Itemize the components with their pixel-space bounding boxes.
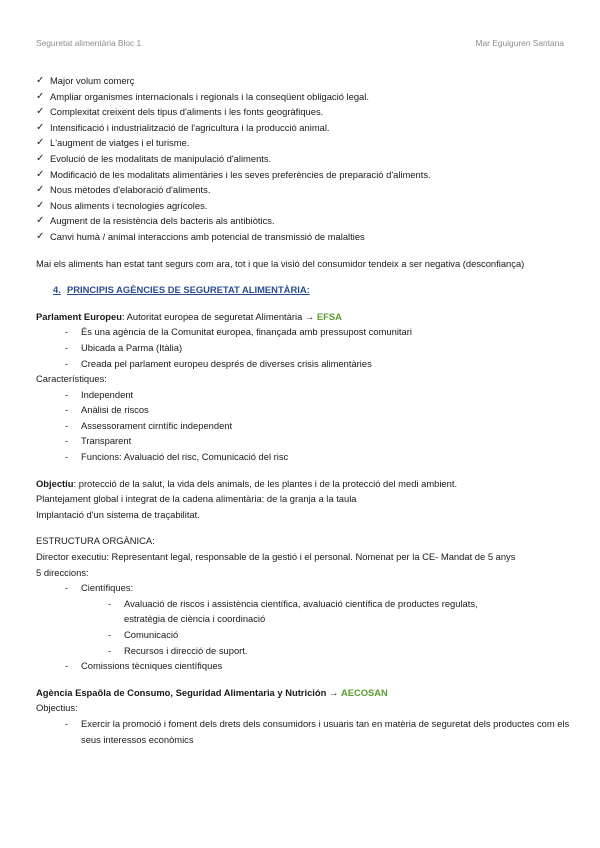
- check-icon: ✓: [36, 90, 45, 102]
- check-icon: ✓: [36, 215, 45, 227]
- efsa-text: : Autoritat europea de seguretat Alimentària →: [121, 310, 317, 322]
- list-item: ✓ Canvi humà / animal interaccions amb potencial de transmissió de malalties: [36, 229, 570, 245]
- efsa-label: Parlament Europeu: [36, 310, 122, 322]
- section-heading: [36, 282, 570, 298]
- section-number: 4.: [53, 284, 61, 296]
- check-icon: ✓: [36, 184, 45, 196]
- list-item: ✓ Nous aliments i tecnologies agrícoles.: [36, 198, 570, 214]
- objective-line: Objectiu: protecció de la salut, la vida dels animals, de les plantes i de la protecció del medi ambient.: [36, 477, 458, 489]
- check-icon: ✓: [36, 199, 45, 211]
- list-item: ✓ Major volum comerç: [36, 73, 570, 89]
- list-item: - Transparent: [65, 435, 132, 447]
- check-icon: ✓: [36, 168, 45, 180]
- aecosan-label: Agència Espaõla de Consumo, Seguridad Alimentaria y Nutrición: [36, 686, 327, 698]
- list-item: ✓ Intensificació i industrialització de l'agricultura i la producció animal.: [36, 120, 570, 136]
- document-body: [36, 73, 570, 747]
- list-item: ✓ Modificació de les modalitats alimentàries i les seves preferències de preparació d'aliments.: [36, 167, 570, 183]
- check-icon: ✓: [36, 230, 45, 242]
- list-item: ✓ Complexitat creixent dels tipus d'aliments i les fonts geogràfiques.: [36, 104, 570, 120]
- objectives-label: Objectius:: [36, 702, 78, 714]
- plantejament-line: Plantejament global i integrat de la cadena alimentària: de la granja a la taula: [36, 493, 357, 505]
- objective-label: Objectiu: [36, 477, 74, 489]
- page-header: [36, 38, 564, 48]
- header-right: Mar Eguiguren Santana: [475, 38, 564, 48]
- list-item: - Comissions tècniques científiques: [65, 660, 223, 672]
- list-item: - És una agència de la Comunitat europea, finançada amb pressupost comunitari: [65, 326, 412, 338]
- list-item: - Exercir la promoció i foment dels drets dels consumidors i usuaris tan en matèria de seguretat dels productes com els seus interessos econòmics: [65, 717, 570, 745]
- check-icon: ✓: [36, 137, 45, 149]
- list-item: - Ubicada a Parma (Itàlia): [65, 341, 183, 353]
- section-title: PRINCIPIS AGÈNCIES DE SEGURETAT ALIMENTÀRIA:: [67, 284, 310, 296]
- directions-line: 5 direccions:: [36, 566, 89, 578]
- check-icon: ✓: [36, 152, 45, 164]
- list-item: ✓ Evolució de les modalitats de manipulació d'aliments.: [36, 151, 570, 167]
- list-item: ✓ Nous mètodes d'elaboració d'aliments.: [36, 182, 570, 198]
- list-item: - Independent: [65, 388, 134, 400]
- intro-paragraph: Mai els aliments han estat tant segurs com ara, tot i que la visió del consumidor tendeix a ser negativa (desconfiança): [36, 257, 525, 269]
- characteristics-label: Característiques:: [36, 373, 107, 385]
- structure-title: ESTRUCTURA ORGÀNICA:: [36, 535, 155, 547]
- director-line: Director executiu: Representant legal, responsable de la gestió i el personal. Nomenat per la CE- Mandat de 5 anys: [36, 551, 516, 563]
- implantacio-line: Implantació d'un sistema de traçabilitat.: [36, 508, 200, 520]
- aecosan-acronym: AECOSAN: [340, 686, 388, 698]
- list-item: - Avaluació de riscos i assistència científica, avaluació científica de productes regulats, estratègia de ciència i coordinació: [108, 597, 478, 625]
- check-icon: ✓: [36, 75, 45, 86]
- check-icon: ✓: [36, 121, 45, 133]
- list-item: - Funcions: Avaluació del risc, Comunicació del risc: [65, 451, 289, 463]
- list-item: - Comunicació: [108, 629, 179, 640]
- list-item: - Científiques:: [65, 582, 134, 594]
- list-item: - Creada pel parlament europeu després de diverses crisis alimentàries: [65, 357, 372, 369]
- efsa-acronym: EFSA: [316, 310, 342, 322]
- list-item: - Recursos i direcció de suport.: [108, 644, 248, 656]
- list-item: - Assessorament cirntífic independent: [65, 419, 233, 431]
- header-left: Seguretat alimentària Bloc 1: [36, 38, 142, 48]
- list-item: - Anàlisi de riscos: [65, 404, 149, 416]
- check-icon: ✓: [36, 106, 45, 118]
- list-item: ✓ Augment de la resistència dels bacteris als antibiòtics.: [36, 213, 570, 229]
- list-item: ✓ L'augment de viatges i el turisme.: [36, 135, 570, 151]
- list-item: ✓ Ampliar organismes internacionals i regionals i la conseqüent obligació legal.: [36, 89, 570, 105]
- efsa-heading: [36, 309, 570, 325]
- aecosan-heading: Agència Espaõla de Consumo, Seguridad Alimentaria y Nutrición → AECOSAN: [36, 686, 388, 698]
- bullet-list: [36, 73, 570, 245]
